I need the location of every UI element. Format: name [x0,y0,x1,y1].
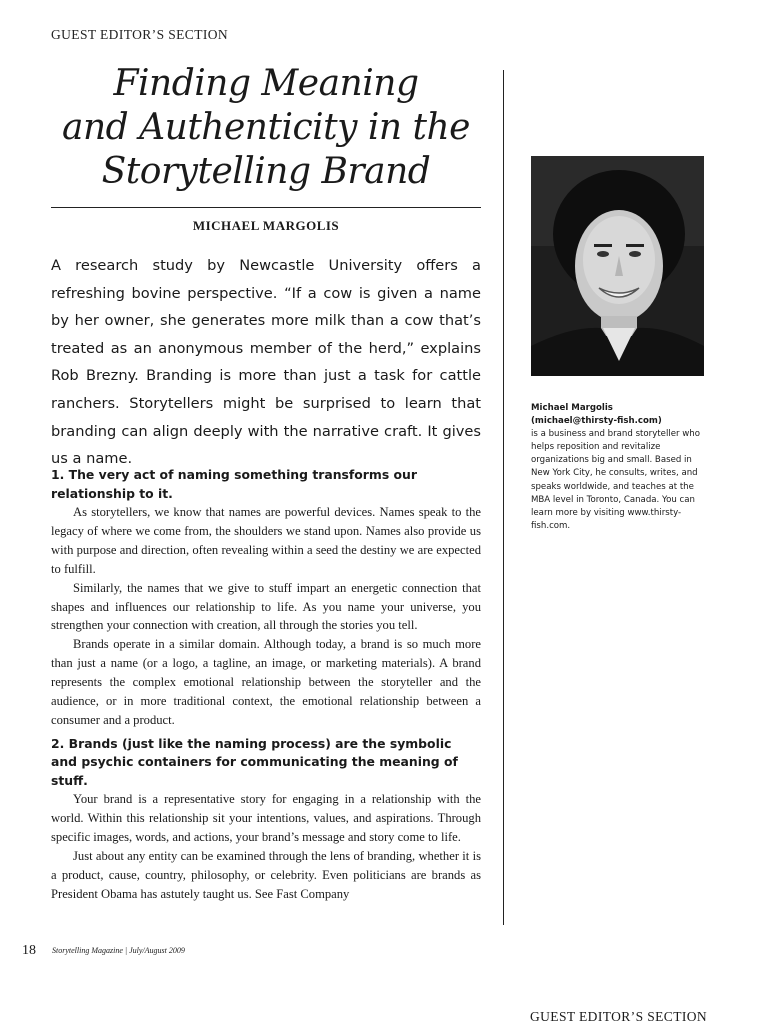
bio-email: (michael@thirsty-fish.com) [531,416,662,427]
body-paragraph: Just about any entity can be examined through the lens of branding, whether it is a product, cause, country, philosophy, or celebrity. Even politicians are brands as President Obama has astutely taught us. See Fast Company [51,849,481,901]
magazine-name: Storytelling Magazine [52,946,123,955]
article-title [51,62,481,194]
body-paragraph: Similarly, the names that we give to stuff impart an energetic connection that shapes and influences our relationship to life. As you name your universe, you strengthen your connection with creation, all through the stories you tell. [51,580,481,633]
title-line-2: and Authenticity in the [62,107,470,148]
title-line-1: Finding Meaning [113,63,419,104]
page-number: 18 [22,943,36,958]
body-paragraph: Brands operate in a similar domain. Although today, a brand is so much more than just a name (or a logo, a tagline, an image, or marketing materials). A brand represents the complex emotional relationship between the storyteller and the audience, or in more traditional context, the emotional relationship between a consumer and a product. [51,637,481,727]
author-bio [531,402,711,533]
article-body [51,466,481,904]
body-paragraph: Your brand is a representative story for engaging in a relationship with the world. Within this relationship sit your intentions, values, and aspirations. Through specific images, words, and actions, your brand’s message and story come to life. [51,792,481,845]
author-photo [531,156,704,376]
lede-paragraph: A research study by Newcastle University offers a refreshing bovine perspective. “If a cow is given a name by her owner, she generates more milk than a cow that’s treated as an anonymous member of the herd,” explains Rob Brezny. Branding is more than just a task for cattle ranchers. Storytellers might be surprised to learn that branding can align deeply with the narrative craft. It gives us a name. [51,257,481,468]
section-header: GUEST EDITOR’S SECTION [51,27,229,42]
body-paragraph: As storytellers, we know that names are powerful devices. Names speak to the legacy of where we come from, the shoulders we stand upon. Names also provide us with purpose and direction, often revealing within a seed the destiny we are expected to fulfill. [51,505,481,576]
bio-name: Michael Margolis [531,403,613,413]
bio-text: is a business and brand storyteller who helps reposition and revitalize organizations big and small. Based in New York City, he consults, writes, and speaks worldwide, and teaches at the MBA level in Toronto, Canada. You can learn more by visiting www.thirsty-fish.com. [531,429,701,531]
section-footer: GUEST EDITOR’S SECTION [530,1009,708,1024]
section-heading-2: 2. Brands (just like the naming process) are the symbolic and psychic containers for communicating the meaning of stuff. [51,735,458,788]
issue-date: | July/August 2009 [124,946,185,955]
section-heading-1: 1. The very act of naming something transforms our relationship to it. [51,467,417,501]
author-byline: MICHAEL MARGOLIS [192,218,340,233]
magazine-footer [52,946,185,955]
column-divider [503,70,504,925]
title-rule [51,207,481,208]
title-line-3: Storytelling Brand [101,151,431,192]
